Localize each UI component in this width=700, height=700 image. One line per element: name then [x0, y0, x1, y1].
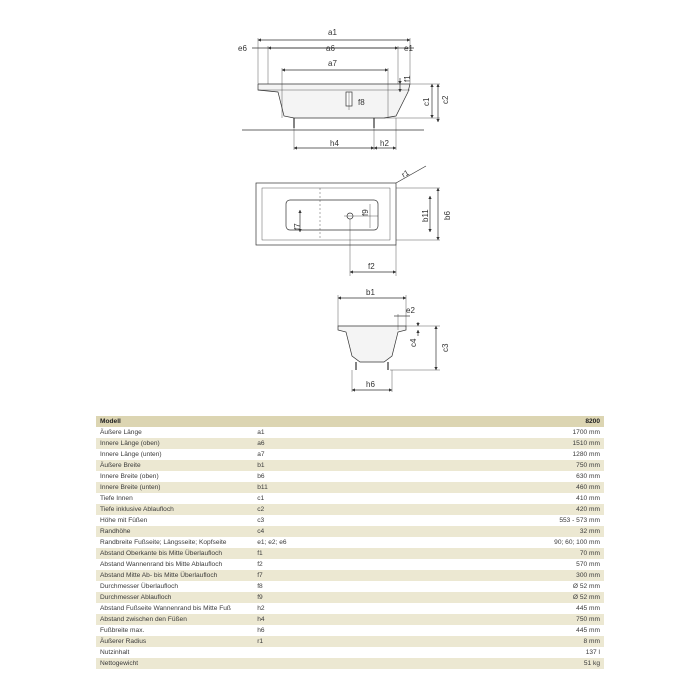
row-value: 51 kg [550, 658, 604, 669]
row-symbol: h6 [257, 627, 265, 634]
table-row [96, 526, 604, 537]
row-value: 570 mm [576, 561, 600, 568]
row-value: 750 mm [550, 614, 604, 625]
row-symbol: f9 [253, 592, 550, 603]
row-symbol: a1 [257, 429, 265, 436]
dim-f7: f7 [293, 223, 302, 230]
table-row [96, 625, 604, 636]
spec-table-body [96, 416, 604, 669]
table-row [96, 460, 604, 471]
header-spacer [253, 416, 550, 427]
spec-table-header [96, 416, 604, 427]
row-label: Abstand Wannenrand bis Mitte Ablaufloch [100, 561, 223, 568]
row-label: Abstand Oberkante bis Mitte Überlaufloch [96, 548, 253, 559]
table-row [96, 592, 604, 603]
dim-b11: b11 [421, 209, 430, 222]
row-value: 137 l [585, 649, 600, 656]
dim-f1: f1 [403, 75, 412, 82]
dim-a6: a6 [326, 44, 335, 53]
tub-outline-outer [256, 183, 396, 245]
dim-a7: a7 [328, 59, 337, 68]
row-label: Äußerer Radius [96, 636, 253, 647]
dim-h6: h6 [366, 380, 375, 389]
dim-b1: b1 [366, 288, 375, 297]
side-view [242, 38, 440, 150]
dim-a1: a1 [328, 28, 337, 37]
dim-f8: f8 [358, 98, 365, 107]
row-symbol: f8 [257, 583, 263, 590]
row-value: 420 mm [550, 504, 604, 515]
row-value: 1510 mm [550, 438, 604, 449]
row-symbol: e1; e2; e6 [257, 539, 287, 546]
row-symbol: c3 [257, 517, 265, 524]
row-label: Randhöhe [96, 526, 253, 537]
row-symbol: c1 [257, 495, 265, 502]
row-symbol: h2 [257, 605, 265, 612]
dim-c1: c1 [422, 97, 431, 106]
table-row [96, 603, 604, 614]
row-label: Innere Breite (unten) [96, 482, 253, 493]
row-label: Abstand zwischen den Füßen [96, 614, 253, 625]
row-value: 90; 60; 100 mm [554, 539, 600, 546]
row-value: 300 mm [550, 570, 604, 581]
table-row [96, 438, 604, 449]
table-row [96, 482, 604, 493]
row-label: Innere Breite (oben) [100, 473, 159, 480]
table-row [96, 504, 604, 515]
table-row [96, 493, 604, 504]
row-label: Innere Länge (unten) [100, 451, 162, 458]
row-label: Höhe mit Füßen [100, 517, 148, 524]
dim-h2: h2 [380, 139, 389, 148]
tub-side-profile [258, 84, 410, 118]
table-row [96, 537, 604, 548]
row-symbol: c4 [253, 526, 550, 537]
dim-r1: r1 [400, 168, 411, 180]
table-row [96, 647, 604, 658]
row-value: 750 mm [550, 460, 604, 471]
dim-c2: c2 [441, 95, 450, 104]
row-symbol: f2 [257, 561, 263, 568]
row-symbol [253, 658, 550, 669]
table-row [96, 559, 604, 570]
dim-e6: e6 [238, 44, 247, 53]
row-label: Durchmesser Ablaufloch [96, 592, 253, 603]
table-row [96, 658, 604, 669]
row-value: 70 mm [550, 548, 604, 559]
row-label: Abstand Mitte Ab- bis Mitte Überlaufloch [96, 570, 253, 581]
row-value: 630 mm [576, 473, 600, 480]
row-value: Ø 52 mm [572, 583, 600, 590]
row-value: 460 mm [550, 482, 604, 493]
row-label: Durchmesser Überlaufloch [100, 583, 179, 590]
row-label: Äußere Breite [96, 460, 253, 471]
row-label: Nettogewicht [96, 658, 253, 669]
row-label: Randbreite Fußseite; Längsseite; Kopfseite [100, 539, 227, 546]
row-symbol: b6 [257, 473, 265, 480]
row-symbol: r1 [253, 636, 550, 647]
row-value: Ø 52 mm [550, 592, 604, 603]
row-value: 410 mm [576, 495, 600, 502]
top-view [256, 166, 440, 276]
row-symbol [253, 647, 550, 658]
row-label: Innere Länge (oben) [96, 438, 253, 449]
table-row [96, 581, 604, 592]
header-model-number: 8200 [550, 416, 604, 427]
end-view [338, 295, 440, 392]
table-row [96, 471, 604, 482]
table-row [96, 636, 604, 647]
row-symbol: h4 [253, 614, 550, 625]
row-value: 1280 mm [572, 451, 600, 458]
dim-f9: f9 [361, 209, 370, 216]
row-label: Abstand Fußseite Wannenrand bis Mitte Fuß [100, 605, 231, 612]
table-row [96, 515, 604, 526]
dim-e2: e2 [406, 306, 415, 315]
row-label: Tiefe Innen [100, 495, 133, 502]
row-label: Äußere Länge [100, 429, 142, 436]
table-row [96, 614, 604, 625]
dim-b6: b6 [443, 211, 452, 220]
row-value: 8 mm [550, 636, 604, 647]
row-value: 1700 mm [572, 429, 600, 436]
row-label: Tiefe inklusive Ablaufloch [96, 504, 253, 515]
table-row [96, 548, 604, 559]
row-symbol: f7 [253, 570, 550, 581]
row-symbol: c2 [253, 504, 550, 515]
spec-table [96, 416, 604, 669]
row-symbol: a7 [257, 451, 265, 458]
dim-c4: c4 [409, 338, 418, 347]
row-symbol: b1 [253, 460, 550, 471]
row-label: Nutzinhalt [100, 649, 130, 656]
row-value: 32 mm [550, 526, 604, 537]
table-row [96, 427, 604, 438]
row-value: 445 mm [576, 627, 600, 634]
dim-e1: e1 [404, 44, 413, 53]
row-label: Fußbreite max. [100, 627, 145, 634]
row-symbol: f1 [253, 548, 550, 559]
table-row [96, 570, 604, 581]
row-symbol: a6 [253, 438, 550, 449]
row-value: 553 - 573 mm [559, 517, 600, 524]
tub-end-profile [338, 326, 406, 362]
table-row [96, 449, 604, 460]
row-value: 445 mm [576, 605, 600, 612]
dim-c3: c3 [441, 343, 450, 352]
header-label: Modell [96, 416, 253, 427]
row-symbol: b11 [253, 482, 550, 493]
dim-f2: f2 [368, 262, 375, 271]
dim-h4: h4 [330, 139, 339, 148]
